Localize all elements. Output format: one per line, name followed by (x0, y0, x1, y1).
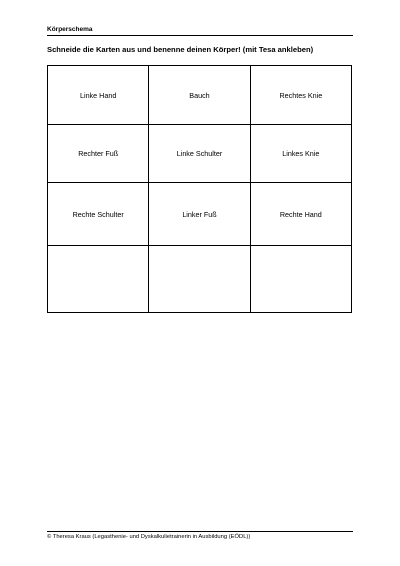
card-grid (47, 65, 352, 313)
card-row (48, 246, 352, 313)
card-cell: Linke Schulter (149, 125, 250, 183)
footer-divider (47, 531, 353, 532)
card-cell-empty (250, 246, 351, 313)
card-cell-empty (48, 246, 149, 313)
card-cell: Bauch (149, 66, 250, 125)
card-row (48, 183, 352, 246)
card-cell: Linker Fuß (149, 183, 250, 246)
card-cell: Linkes Knie (250, 125, 351, 183)
card-cell: Rechter Fuß (48, 125, 149, 183)
footer-copyright: © Theresa Kraus (Legasthenie- und Dyskalkulietrainerin in Ausbildung (EÖDL)) (47, 534, 251, 540)
card-cell: Linke Hand (48, 66, 149, 125)
card-cell: Rechte Schulter (48, 183, 149, 246)
card-row (48, 66, 352, 125)
card-cell-empty (149, 246, 250, 313)
page-header-title: Körperschema (47, 26, 93, 33)
card-cell: Rechte Hand (250, 183, 351, 246)
instruction-text: Schneide die Karten aus und benenne deinen Körper! (mit Tesa ankleben) (47, 45, 314, 54)
card-cell: Rechtes Knie (250, 66, 351, 125)
header-divider (47, 35, 353, 36)
card-row (48, 125, 352, 183)
